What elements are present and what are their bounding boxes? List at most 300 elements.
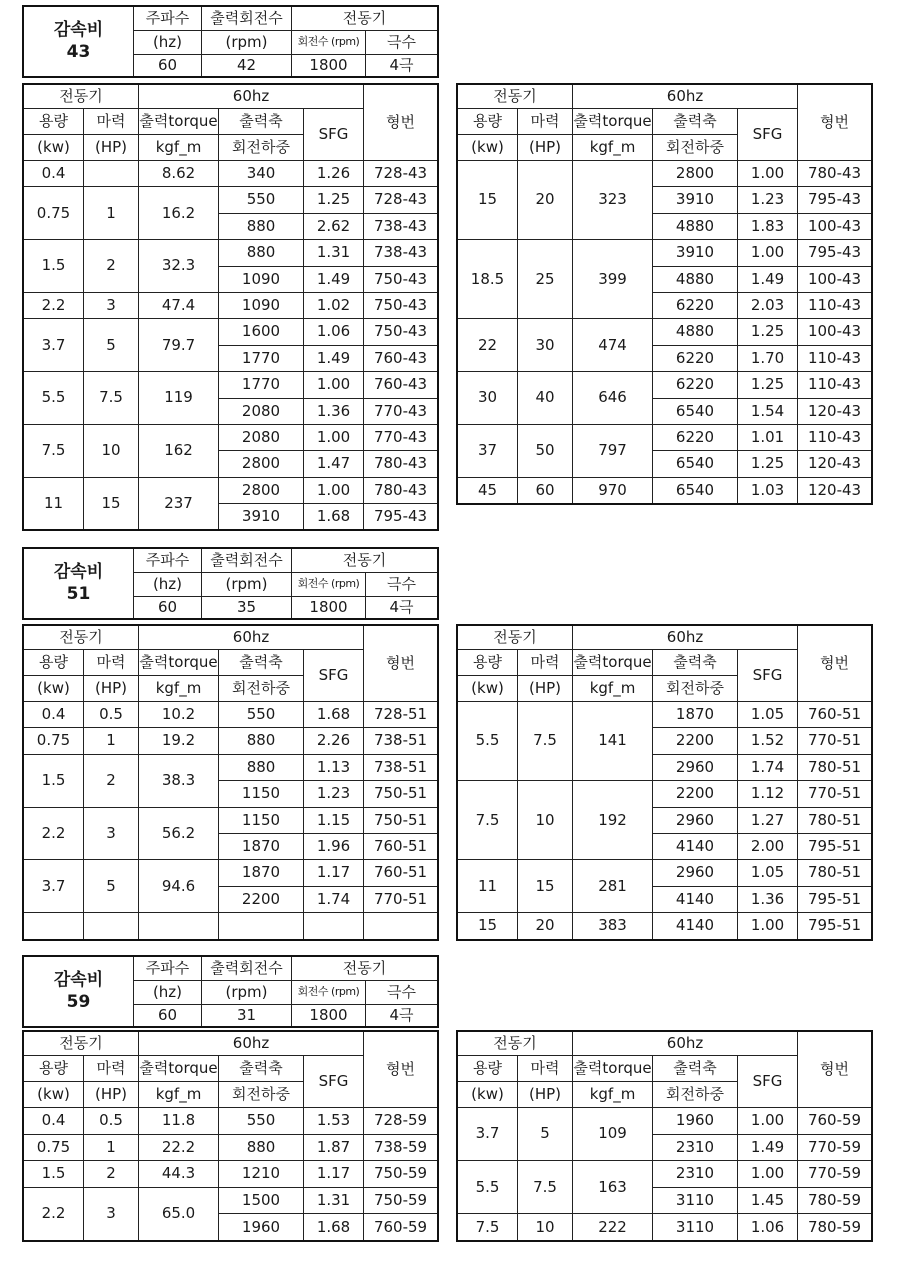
value-poles: 4극	[366, 597, 438, 619]
model-number: 795-51	[798, 833, 872, 859]
model-number: 760-59	[364, 1214, 438, 1241]
horsepower: 15	[518, 860, 573, 913]
horsepower: 7.5	[518, 1161, 573, 1214]
capacity-kw: 0.4	[24, 702, 84, 728]
table-row	[458, 240, 872, 266]
header-motor: 전동기	[24, 1032, 139, 1056]
output-torque: 10.2	[139, 702, 219, 728]
header-capacity-unit: (kw)	[458, 135, 518, 161]
header-sfg: SFG	[738, 109, 798, 161]
header-sfg: SFG	[304, 650, 364, 702]
output-torque: 11.8	[139, 1108, 219, 1135]
header-torque: 출력torque	[139, 650, 219, 676]
sfg-value: 1.17	[304, 1161, 364, 1188]
shaft-load: 1960	[219, 1214, 304, 1241]
header-60hz: 60hz	[139, 85, 364, 109]
shaft-load: 6220	[653, 345, 738, 371]
value-output-rpm: 35	[202, 597, 292, 619]
horsepower: 1	[84, 187, 139, 240]
shaft-load: 2310	[653, 1161, 738, 1188]
model-number: 760-51	[798, 702, 872, 728]
model-number: 770-51	[364, 886, 438, 912]
sfg-value: 1.70	[738, 345, 798, 371]
model-number: 780-51	[798, 754, 872, 780]
model-number: 780-43	[798, 161, 872, 187]
sfg-value: 1.00	[738, 1108, 798, 1135]
sfg-value: 2.00	[738, 833, 798, 859]
header-poles: 극수	[366, 31, 438, 55]
table-row	[24, 161, 438, 187]
horsepower: 7.5	[84, 372, 139, 425]
value-frequency: 60	[134, 55, 202, 77]
header-sfg: SFG	[738, 650, 798, 702]
model-number: 770-51	[798, 781, 872, 807]
sfg-value: 1.00	[738, 913, 798, 939]
shaft-load: 2960	[653, 807, 738, 833]
model-number: 760-51	[364, 833, 438, 859]
shaft-load: 1870	[219, 833, 304, 859]
spec-table-left	[23, 625, 438, 940]
sfg-value: 1.36	[304, 398, 364, 424]
output-torque: 19.2	[139, 728, 219, 754]
header-torque-unit: kgf_m	[139, 135, 219, 161]
shaft-load: 2960	[653, 754, 738, 780]
header-shaft-load-2: 회전하중	[219, 676, 304, 702]
table-row	[24, 728, 438, 754]
header-horsepower: 마력	[518, 109, 573, 135]
shaft-load: 2200	[219, 886, 304, 912]
header-shaft-load-2: 회전하중	[219, 135, 304, 161]
sfg-value: 1.05	[738, 702, 798, 728]
model-number: 738-43	[364, 240, 438, 266]
shaft-load: 2080	[219, 424, 304, 450]
capacity-kw: 18.5	[458, 240, 518, 319]
capacity-kw: 7.5	[24, 424, 84, 477]
header-frequency: 주파수	[134, 549, 202, 573]
header-output-rpm-unit: (rpm)	[202, 31, 292, 55]
header-motor: 전동기	[458, 626, 573, 650]
table-row	[24, 754, 438, 780]
output-torque: 141	[573, 702, 653, 781]
sfg-value: 1.17	[304, 860, 364, 886]
shaft-load: 1870	[219, 860, 304, 886]
sfg-value: 1.00	[304, 477, 364, 503]
capacity-kw: 2.2	[24, 1187, 84, 1240]
sfg-value: 1.03	[738, 477, 798, 503]
sfg-value: 1.25	[738, 319, 798, 345]
sfg-value: 1.13	[304, 754, 364, 780]
header-capacity-unit: (kw)	[24, 1082, 84, 1108]
model-number: 100-43	[798, 213, 872, 239]
shaft-load: 6540	[653, 477, 738, 503]
ratio-value: 59	[66, 991, 91, 1012]
shaft-load: 1150	[219, 807, 304, 833]
header-shaft-load: 출력축	[653, 109, 738, 135]
shaft-load	[219, 913, 304, 939]
header-shaft-load-2: 회전하중	[219, 1082, 304, 1108]
sfg-value: 1.68	[304, 504, 364, 530]
ratio-title	[24, 7, 134, 77]
horsepower: 5	[84, 319, 139, 372]
sfg-value: 1.02	[304, 292, 364, 318]
output-torque: 970	[573, 477, 653, 503]
horsepower: 1	[84, 728, 139, 754]
model-number: 738-59	[364, 1134, 438, 1161]
header-shaft-load: 출력축	[219, 1056, 304, 1082]
model-number: 760-59	[798, 1108, 872, 1135]
model-number: 760-43	[364, 372, 438, 398]
horsepower: 15	[84, 477, 139, 530]
table-row	[24, 807, 438, 833]
table-row	[24, 187, 438, 213]
sfg-value: 1.23	[738, 187, 798, 213]
capacity-kw: 0.4	[24, 161, 84, 187]
shaft-load: 2800	[653, 161, 738, 187]
capacity-kw: 0.75	[24, 728, 84, 754]
model-number: 728-43	[364, 161, 438, 187]
model-number: 120-43	[798, 477, 872, 503]
shaft-load: 3110	[653, 1187, 738, 1214]
capacity-kw: 5.5	[458, 1161, 518, 1214]
header-shaft-load-2: 회전하중	[653, 135, 738, 161]
value-frequency: 60	[134, 597, 202, 619]
header-capacity-unit: (kw)	[24, 676, 84, 702]
table-row	[24, 292, 438, 318]
model-number: 738-43	[364, 213, 438, 239]
shaft-load: 6540	[653, 398, 738, 424]
shaft-load: 3910	[653, 187, 738, 213]
output-torque: 47.4	[139, 292, 219, 318]
header-sfg: SFG	[304, 1056, 364, 1108]
capacity-kw: 3.7	[458, 1108, 518, 1161]
model-number: 750-43	[364, 319, 438, 345]
header-horsepower-unit: (HP)	[84, 676, 139, 702]
model-number: 738-51	[364, 754, 438, 780]
header-horsepower-unit: (HP)	[84, 135, 139, 161]
sfg-value: 1.49	[304, 345, 364, 371]
table-row	[24, 702, 438, 728]
output-torque: 323	[573, 161, 653, 240]
sfg-value: 1.49	[738, 1134, 798, 1161]
header-horsepower-unit: (HP)	[518, 135, 573, 161]
capacity-kw: 0.75	[24, 187, 84, 240]
model-number: 780-51	[798, 860, 872, 886]
header-60hz: 60hz	[573, 1032, 798, 1056]
shaft-load: 880	[219, 240, 304, 266]
output-torque: 119	[139, 372, 219, 425]
model-number: 795-43	[798, 240, 872, 266]
header-shaft-load-2: 회전하중	[653, 676, 738, 702]
model-number: 110-43	[798, 292, 872, 318]
model-number: 770-51	[798, 728, 872, 754]
ratio-value: 51	[66, 583, 91, 604]
header-shaft-load: 출력축	[653, 1056, 738, 1082]
output-torque: 16.2	[139, 187, 219, 240]
output-torque: 56.2	[139, 807, 219, 860]
shaft-load: 2310	[653, 1134, 738, 1161]
sfg-value: 1.00	[304, 372, 364, 398]
horsepower: 5	[518, 1108, 573, 1161]
output-torque: 94.6	[139, 860, 219, 913]
ratio-label: 감속비	[53, 562, 104, 583]
value-motor-rpm: 1800	[292, 1005, 366, 1027]
output-torque: 163	[573, 1161, 653, 1214]
model-number: 120-43	[798, 451, 872, 477]
header-model: 형번	[798, 626, 872, 702]
sfg-value: 1.49	[304, 266, 364, 292]
table-row	[24, 1108, 438, 1135]
header-60hz: 60hz	[573, 85, 798, 109]
value-motor-rpm: 1800	[292, 597, 366, 619]
sfg-value: 1.15	[304, 807, 364, 833]
header-motor: 전동기	[24, 626, 139, 650]
header-motor: 전동기	[292, 957, 438, 981]
sfg-value: 1.45	[738, 1187, 798, 1214]
output-torque: 192	[573, 781, 653, 860]
sfg-value	[304, 913, 364, 939]
horsepower: 10	[518, 781, 573, 860]
shaft-load: 550	[219, 187, 304, 213]
output-torque: 22.2	[139, 1134, 219, 1161]
horsepower	[84, 913, 139, 939]
capacity-kw: 37	[458, 424, 518, 477]
horsepower: 30	[518, 319, 573, 372]
capacity-kw: 1.5	[24, 240, 84, 293]
shaft-load: 6220	[653, 292, 738, 318]
header-torque: 출력torque	[139, 109, 219, 135]
header-torque-unit: kgf_m	[139, 676, 219, 702]
header-model: 형번	[364, 85, 438, 161]
model-number: 110-43	[798, 345, 872, 371]
header-motor: 전동기	[292, 549, 438, 573]
header-model: 형번	[364, 1032, 438, 1108]
sfg-value: 1.49	[738, 266, 798, 292]
header-output-rpm: 출력회전수	[202, 549, 292, 573]
shaft-load: 1870	[653, 702, 738, 728]
header-horsepower-unit: (HP)	[518, 1082, 573, 1108]
capacity-kw: 2.2	[24, 292, 84, 318]
header-torque-unit: kgf_m	[139, 1082, 219, 1108]
header-torque-unit: kgf_m	[573, 1082, 653, 1108]
header-frequency: 주파수	[134, 957, 202, 981]
header-output-rpm-unit: (rpm)	[202, 981, 292, 1005]
model-number: 760-51	[364, 860, 438, 886]
model-number: 100-43	[798, 319, 872, 345]
header-model: 형번	[798, 1032, 872, 1108]
sfg-value: 1.12	[738, 781, 798, 807]
sfg-value: 1.74	[304, 886, 364, 912]
shaft-load: 2960	[653, 860, 738, 886]
shaft-load: 4140	[653, 886, 738, 912]
header-capacity: 용량	[458, 109, 518, 135]
shaft-load: 2200	[653, 728, 738, 754]
shaft-load: 550	[219, 1108, 304, 1135]
output-torque: 222	[573, 1214, 653, 1241]
shaft-load: 2800	[219, 451, 304, 477]
ratio-info-table	[23, 6, 438, 77]
shaft-load: 1210	[219, 1161, 304, 1188]
header-torque-unit: kgf_m	[573, 135, 653, 161]
model-number: 770-59	[798, 1161, 872, 1188]
ratio-label: 감속비	[53, 20, 104, 41]
shaft-load: 4880	[653, 266, 738, 292]
sfg-value: 1.96	[304, 833, 364, 859]
capacity-kw: 3.7	[24, 319, 84, 372]
header-capacity: 용량	[24, 650, 84, 676]
capacity-kw: 5.5	[24, 372, 84, 425]
model-number: 738-51	[364, 728, 438, 754]
sfg-value: 1.06	[304, 319, 364, 345]
capacity-kw: 2.2	[24, 807, 84, 860]
model-number: 770-59	[798, 1134, 872, 1161]
capacity-kw: 11	[24, 477, 84, 530]
header-output-rpm-unit: (rpm)	[202, 573, 292, 597]
sfg-value: 2.26	[304, 728, 364, 754]
header-60hz: 60hz	[139, 1032, 364, 1056]
header-model: 형번	[798, 85, 872, 161]
capacity-kw: 45	[458, 477, 518, 503]
ratio-info-table	[23, 956, 438, 1027]
model-number: 750-59	[364, 1161, 438, 1188]
sfg-value: 1.00	[738, 240, 798, 266]
sfg-value: 1.25	[738, 372, 798, 398]
model-number: 100-43	[798, 266, 872, 292]
model-number: 110-43	[798, 424, 872, 450]
shaft-load: 880	[219, 728, 304, 754]
horsepower	[84, 161, 139, 187]
capacity-kw: 15	[458, 161, 518, 240]
capacity-kw: 0.75	[24, 1134, 84, 1161]
capacity-kw: 7.5	[458, 781, 518, 860]
sfg-value: 1.83	[738, 213, 798, 239]
header-motor-rpm: 회전수 (rpm)	[292, 31, 366, 55]
sfg-value: 2.03	[738, 292, 798, 318]
model-number: 780-59	[798, 1214, 872, 1241]
ratio-value: 43	[66, 41, 91, 62]
shaft-load: 2200	[653, 781, 738, 807]
horsepower: 7.5	[518, 702, 573, 781]
output-torque: 79.7	[139, 319, 219, 372]
table-row	[24, 424, 438, 450]
horsepower: 25	[518, 240, 573, 319]
sfg-value: 1.25	[304, 187, 364, 213]
header-horsepower: 마력	[84, 650, 139, 676]
horsepower: 0.5	[84, 1108, 139, 1135]
value-frequency: 60	[134, 1005, 202, 1027]
output-torque: 8.62	[139, 161, 219, 187]
model-number: 795-51	[798, 913, 872, 939]
ratio-label: 감속비	[53, 970, 104, 991]
output-torque: 109	[573, 1108, 653, 1161]
shaft-load: 1770	[219, 345, 304, 371]
header-output-rpm: 출력회전수	[202, 957, 292, 981]
capacity-kw	[24, 913, 84, 939]
sfg-value: 1.25	[738, 451, 798, 477]
table-row	[24, 1134, 438, 1161]
header-poles: 극수	[366, 981, 438, 1005]
sfg-value: 1.00	[738, 161, 798, 187]
table-row	[24, 240, 438, 266]
sfg-value: 1.23	[304, 781, 364, 807]
horsepower: 2	[84, 754, 139, 807]
horsepower: 3	[84, 292, 139, 318]
header-model: 형번	[364, 626, 438, 702]
horsepower: 0.5	[84, 702, 139, 728]
model-number: 770-43	[364, 398, 438, 424]
table-row	[24, 860, 438, 886]
table-row	[24, 913, 438, 939]
header-capacity: 용량	[24, 109, 84, 135]
model-number: 780-51	[798, 807, 872, 833]
horsepower: 40	[518, 372, 573, 425]
model-number: 760-43	[364, 345, 438, 371]
shaft-load: 6540	[653, 451, 738, 477]
model-number: 728-43	[364, 187, 438, 213]
table-row	[458, 781, 872, 807]
sfg-value: 1.47	[304, 451, 364, 477]
model-number: 110-43	[798, 372, 872, 398]
model-number: 780-59	[798, 1187, 872, 1214]
sfg-value: 1.00	[738, 1161, 798, 1188]
header-shaft-load: 출력축	[219, 650, 304, 676]
header-60hz: 60hz	[139, 626, 364, 650]
table-row	[24, 372, 438, 398]
output-torque: 281	[573, 860, 653, 913]
horsepower: 3	[84, 807, 139, 860]
header-horsepower: 마력	[84, 109, 139, 135]
table-row	[458, 1161, 872, 1188]
shaft-load: 3110	[653, 1214, 738, 1241]
header-horsepower-unit: (HP)	[84, 1082, 139, 1108]
header-torque: 출력torque	[573, 1056, 653, 1082]
shaft-load: 3910	[219, 504, 304, 530]
model-number: 780-43	[364, 477, 438, 503]
table-row	[458, 1214, 872, 1241]
spec-table-right	[457, 84, 872, 504]
output-torque: 65.0	[139, 1187, 219, 1240]
model-number: 728-51	[364, 702, 438, 728]
output-torque	[139, 913, 219, 939]
spec-table-right	[457, 625, 872, 940]
model-number: 728-59	[364, 1108, 438, 1135]
table-row	[458, 913, 872, 939]
capacity-kw: 15	[458, 913, 518, 939]
header-torque: 출력torque	[573, 109, 653, 135]
sfg-value: 1.36	[738, 886, 798, 912]
header-torque: 출력torque	[139, 1056, 219, 1082]
shaft-load: 4880	[653, 213, 738, 239]
table-row	[24, 477, 438, 503]
header-motor: 전동기	[292, 7, 438, 31]
header-frequency-unit: (hz)	[134, 573, 202, 597]
shaft-load: 1770	[219, 372, 304, 398]
shaft-load: 3910	[653, 240, 738, 266]
table-row	[24, 1187, 438, 1214]
header-horsepower-unit: (HP)	[518, 676, 573, 702]
model-number: 795-43	[364, 504, 438, 530]
sfg-value: 1.68	[304, 1214, 364, 1241]
header-capacity: 용량	[458, 650, 518, 676]
table-row	[458, 161, 872, 187]
output-torque: 797	[573, 424, 653, 477]
table-row	[458, 424, 872, 450]
header-capacity: 용량	[24, 1056, 84, 1082]
sfg-value: 1.87	[304, 1134, 364, 1161]
shaft-load: 4140	[653, 913, 738, 939]
shaft-load: 340	[219, 161, 304, 187]
table-row	[458, 702, 872, 728]
header-horsepower: 마력	[518, 650, 573, 676]
